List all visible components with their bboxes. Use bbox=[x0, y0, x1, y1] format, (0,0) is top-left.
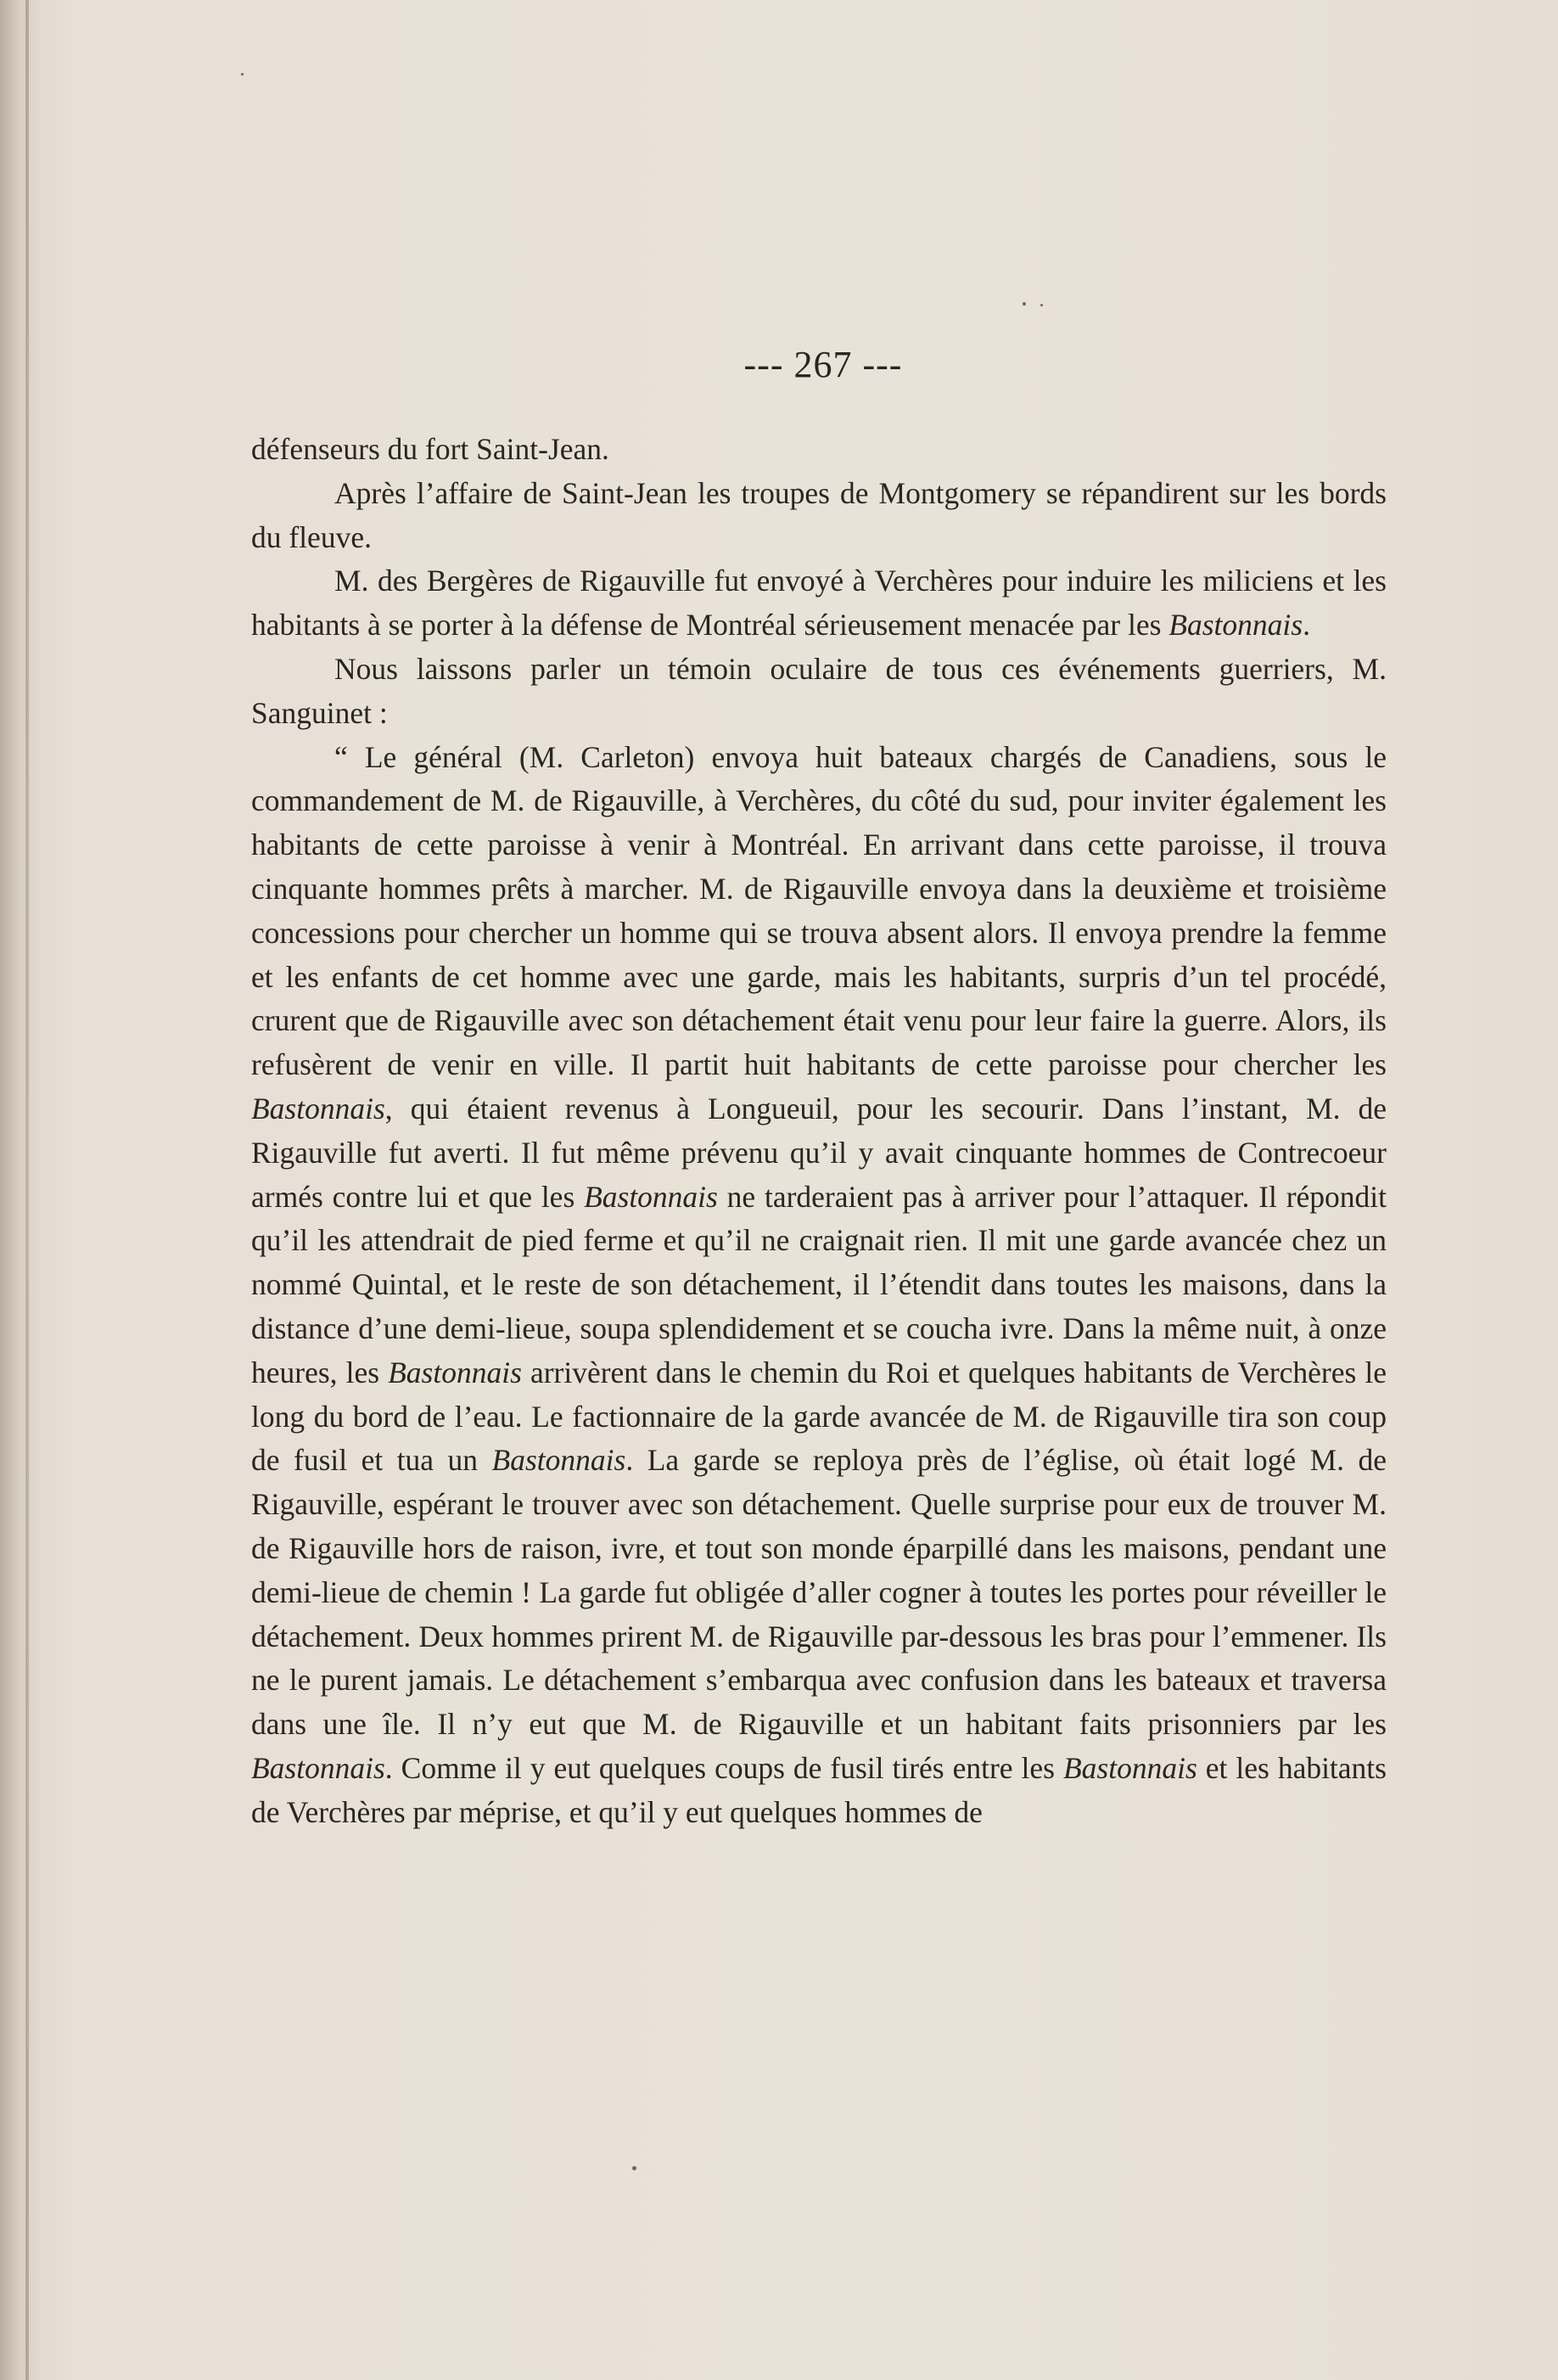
page-number: --- 267 --- bbox=[743, 344, 903, 385]
paragraph-p4 bbox=[251, 648, 1387, 736]
italic-term: Bastonnais bbox=[1168, 608, 1303, 643]
paper-speck bbox=[241, 73, 244, 76]
paragraph-p2 bbox=[251, 472, 1387, 560]
text-run: et les habitants de Verchères par méprise, et qu’il y eut quelques hommes de bbox=[251, 1750, 1387, 1829]
italic-term: Bastonnais bbox=[388, 1355, 522, 1389]
text-run: Après l’affaire de Saint-Jean les troupes de Montgomery se répandirent sur les bords du fleuve. bbox=[251, 475, 1387, 554]
text-run: . Comme il y eut quelques coups de fusil tirés entre les bbox=[384, 1750, 1063, 1785]
text-run: Nous laissons parler un témoin oculaire de tous ces événements guerriers, M. Sanguinet : bbox=[251, 651, 1387, 730]
paper-speck bbox=[632, 2166, 636, 2170]
text-run: , qui étaient revenus à Longueuil, pour les secourir. Dans l’instant, M. de Rigauville fut averti. Il fut même prévenu qu’il y avait cinquante hommes de Contrecoeur armés contre lui et que les bbox=[251, 1091, 1387, 1214]
text-run: M. des Bergères de Rigauville fut envoyé à Verchères pour induire les miliciens et les habitants à se porter à la défense de Montréal sérieusement menacée par les bbox=[251, 564, 1387, 643]
italic-term: Bastonnais bbox=[251, 1091, 385, 1125]
text-run: arrivèrent dans le chemin du Roi et quelques habitants de Verchères le long du bord de l’eau. Le factionnaire de la garde avancée de M. de Rigauville tira son coup de fusil et tua un bbox=[251, 1355, 1387, 1478]
text-run: . La garde se reploya près de l’église, où était logé M. de Rigauville, espérant le trouver avec son détachement. Quelle surprise pour eux de trouver M. de Rigauville hors de raison, ivre, et tout son monde éparpillé dans les maisons, pendant une demi-lieue de chemin ! La garde fut obligée d’aller cogner à toutes les portes pour réveiller le détachement. Deux hommes prirent M. de Rigauville par-dessous les bras pour l’emmener. Ils ne le purent jamais. Le détachement s’embarqua avec confusion dans les bateaux et traversa dans une île. Il n’y eut que M. de Rigauville et un habitant faits prisonniers par les bbox=[251, 1443, 1387, 1742]
italic-term: Bastonnais bbox=[491, 1443, 626, 1478]
italic-term: Bastonnais bbox=[251, 1750, 385, 1785]
paper-speck bbox=[1040, 304, 1043, 306]
text-run: défenseurs du fort Saint-Jean. bbox=[251, 432, 609, 466]
paragraph-p1 bbox=[251, 428, 1387, 472]
italic-term: Bastonnais bbox=[1062, 1750, 1197, 1785]
text-run: . bbox=[1303, 608, 1310, 643]
paragraph-p5 bbox=[251, 736, 1387, 1835]
text-run: ne tarderaient pas à arriver pour l’attaquer. Il répondit qu’il les attendrait de pied ferme et qu’il ne craignait rien. Il mit une garde avancée chez un nommé Quintal, et le reste de son détachement, il l’étendit dans toutes les maisons, dans la distance d’une demi-lieue, soupa splendidement et se coucha ivre. Dans la même nuit, à onze heures, les bbox=[251, 1179, 1387, 1389]
text-run: “ Le général (M. Carleton) envoya huit bateaux chargés de Canadiens, sous le commandement de M. de Rigauville, à Verchères, du côté du sud, pour inviter également les habitants de cette paroisse à venir à Montréal. En arrivant dans cette paroisse, il trouva cinquante hommes prêts à marcher. M. de Rigauville envoya dans la deuxième et troisième concessions pour chercher un homme qui se trouva absent alors. Il envoya prendre la femme et les enfants de cet homme avec une garde, mais les habitants, surpris d’un tel procédé, crurent que de Rigauville avec son détachement était venu pour leur faire la guerre. Alors, ils refusèrent de venir en ville. Il partit huit habitants de cette paroisse pour chercher les bbox=[251, 739, 1387, 1082]
body-text bbox=[251, 428, 1387, 1835]
paper-speck bbox=[1023, 302, 1026, 306]
paragraph-p3 bbox=[251, 559, 1387, 648]
page-gutter bbox=[25, 0, 29, 2380]
italic-term: Bastonnais bbox=[584, 1179, 718, 1214]
